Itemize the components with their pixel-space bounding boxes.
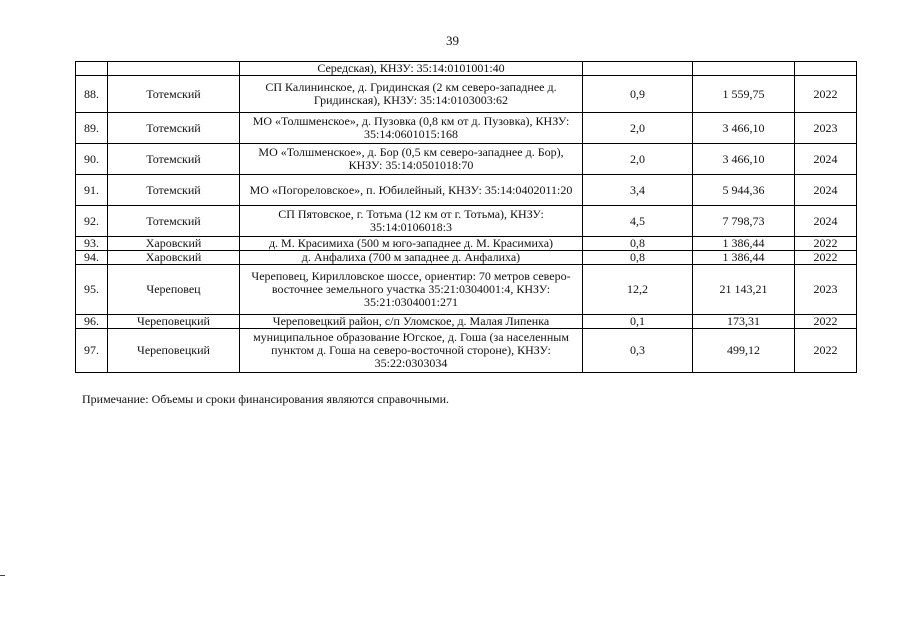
- cell-area: [583, 62, 693, 76]
- cell-num: 91.: [76, 175, 108, 206]
- table-row: [76, 265, 857, 315]
- cell-cost: 3 466,10: [693, 113, 795, 144]
- cell-cost: 1 386,44: [693, 237, 795, 251]
- edge-mark: [0, 575, 5, 576]
- table-row: [76, 113, 857, 144]
- cell-cost: 7 798,73: [693, 206, 795, 237]
- cell-year: 2024: [795, 175, 857, 206]
- cell-year: [795, 62, 857, 76]
- cell-location: МО «Погореловское», п. Юбилейный, КНЗУ: 35:14:0402011:20: [240, 175, 583, 206]
- cell-cost: 1 559,75: [693, 76, 795, 113]
- cell-cost: 1 386,44: [693, 251, 795, 265]
- cell-num: 90.: [76, 144, 108, 175]
- cell-location: д. М. Красимиха (500 м юго-западнее д. М. Красимиха): [240, 237, 583, 251]
- cell-cost: 5 944,36: [693, 175, 795, 206]
- table-row-continuation: [76, 62, 857, 76]
- cell-year: 2022: [795, 76, 857, 113]
- cell-district: Харовский: [108, 237, 240, 251]
- cell-location: МО «Толшменское», д. Бор (0,5 км северо-западнее д. Бор), КНЗУ: 35:14:0501018:70: [240, 144, 583, 175]
- cell-district: Тотемский: [108, 76, 240, 113]
- cell-area: 12,2: [583, 265, 693, 315]
- cell-area: 0,8: [583, 251, 693, 265]
- table-row: [76, 175, 857, 206]
- cell-area: 0,3: [583, 329, 693, 373]
- cell-location: муниципальное образование Югское, д. Гоша (за населенным пунктом д. Гоша на северо-восточной стороне), КНЗУ: 35:22:0303034: [240, 329, 583, 373]
- cell-location: Середская), КНЗУ: 35:14:0101001:40: [240, 62, 583, 76]
- table-row: [76, 237, 857, 251]
- cell-cost: 21 143,21: [693, 265, 795, 315]
- cell-year: 2024: [795, 206, 857, 237]
- table-row: [76, 329, 857, 373]
- cell-cost: 3 466,10: [693, 144, 795, 175]
- footnote: Примечание: Объемы и сроки финансирования являются справочными.: [82, 392, 450, 406]
- cell-area: 2,0: [583, 144, 693, 175]
- cell-area: 0,1: [583, 315, 693, 329]
- cell-location: СП Пятовское, г. Тотьма (12 км от г. Тотьма), КНЗУ: 35:14:0106018:3: [240, 206, 583, 237]
- cell-location: Череповец, Кирилловское шоссе, ориентир: 70 метров северо-восточнее земельного участка 35:21:0304001:4, КНЗУ: 35:21:0304001:271: [240, 265, 583, 315]
- cell-year: 2022: [795, 315, 857, 329]
- cell-cost: [693, 62, 795, 76]
- cell-district: Череповецкий: [108, 315, 240, 329]
- table-row: [76, 76, 857, 113]
- cell-area: 3,4: [583, 175, 693, 206]
- cell-location: СП Калининское, д. Гридинская (2 км северо-западнее д. Гридинская), КНЗУ: 35:14:0103003:62: [240, 76, 583, 113]
- cell-location: Череповецкий район, с/п Уломское, д. Малая Липенка: [240, 315, 583, 329]
- page-number: 39: [446, 33, 459, 48]
- cell-num: 95.: [76, 265, 108, 315]
- cell-area: 4,5: [583, 206, 693, 237]
- cell-year: 2023: [795, 265, 857, 315]
- cell-district: Тотемский: [108, 175, 240, 206]
- cell-num: 94.: [76, 251, 108, 265]
- cell-district: Тотемский: [108, 144, 240, 175]
- cell-num: 97.: [76, 329, 108, 373]
- cell-year: 2023: [795, 113, 857, 144]
- cell-year: 2024: [795, 144, 857, 175]
- cell-district: Череповецкий: [108, 329, 240, 373]
- cell-year: 2022: [795, 237, 857, 251]
- cell-location: д. Анфалиха (700 м западнее д. Анфалиха): [240, 251, 583, 265]
- cell-location: МО «Толшменское», д. Пузовка (0,8 км от д. Пузовка), КНЗУ: 35:14:0601015:168: [240, 113, 583, 144]
- cell-year: 2022: [795, 251, 857, 265]
- cell-district: [108, 62, 240, 76]
- cell-num: 92.: [76, 206, 108, 237]
- table-row: [76, 144, 857, 175]
- cell-num: 89.: [76, 113, 108, 144]
- cell-area: 0,9: [583, 76, 693, 113]
- cell-cost: 173,31: [693, 315, 795, 329]
- cell-district: Череповец: [108, 265, 240, 315]
- cell-num: 88.: [76, 76, 108, 113]
- table-row: [76, 315, 857, 329]
- cell-district: Харовский: [108, 251, 240, 265]
- table-row: [76, 206, 857, 237]
- cell-area: 2,0: [583, 113, 693, 144]
- cell-num: 93.: [76, 237, 108, 251]
- cell-num: 96.: [76, 315, 108, 329]
- cell-num: [76, 62, 108, 76]
- cell-district: Тотемский: [108, 206, 240, 237]
- cell-cost: 499,12: [693, 329, 795, 373]
- data-table: [75, 61, 857, 373]
- table-row: [76, 251, 857, 265]
- cell-year: 2022: [795, 329, 857, 373]
- cell-district: Тотемский: [108, 113, 240, 144]
- cell-area: 0,8: [583, 237, 693, 251]
